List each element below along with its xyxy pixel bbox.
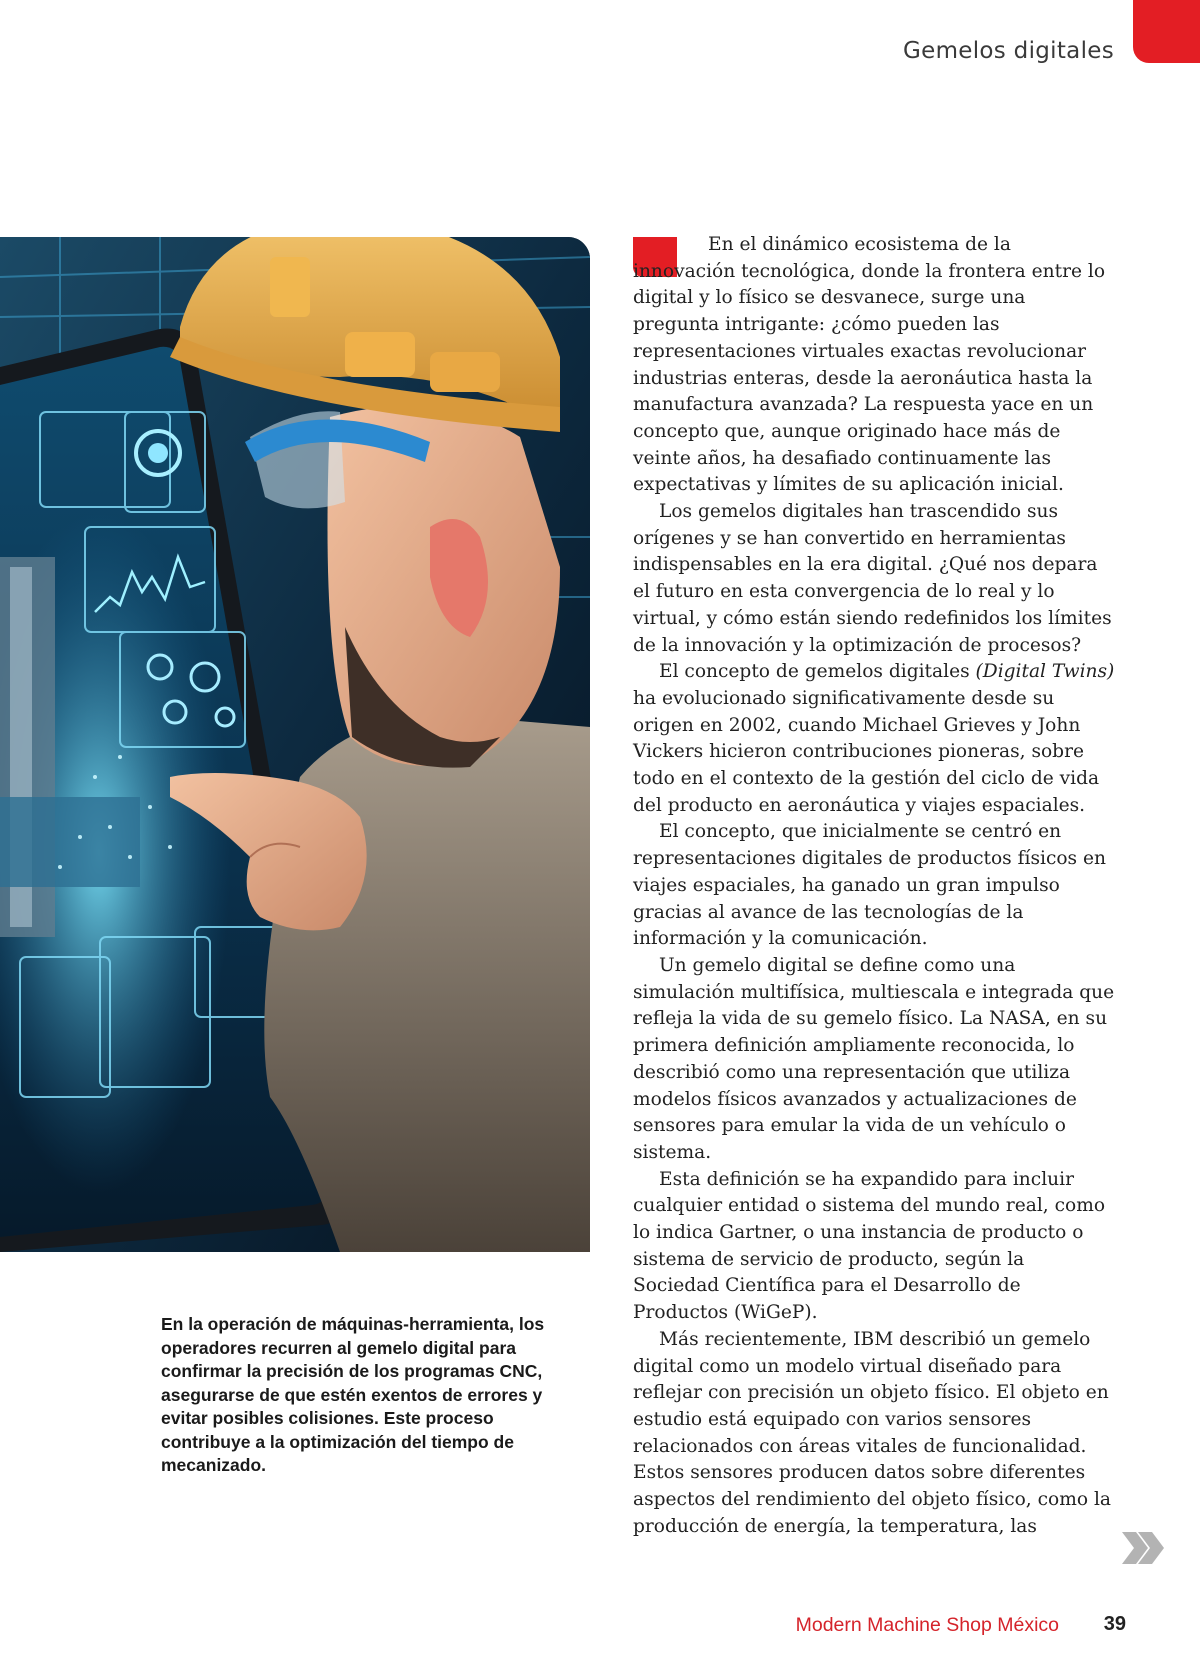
engineer-tablet-illustration-icon bbox=[0, 237, 590, 1252]
page-number: 39 bbox=[1103, 1613, 1126, 1635]
figure-caption bbox=[161, 1313, 561, 1478]
magazine-name: Modern Machine Shop México bbox=[795, 1614, 1059, 1636]
section-title: Gemelos digitales bbox=[903, 38, 1114, 64]
paragraph-text: ha evolucionado significativamente desde su origen en 2002, cuando Michael Grieves y John Vickers hicieron contribuciones pioneras, sobre todo en el contexto de la gestión del ciclo de vida del producto en aeronáutica y viajes espaciales. bbox=[633, 687, 1100, 816]
article-body bbox=[633, 232, 1116, 1540]
double-chevron-right-icon[interactable] bbox=[1120, 1528, 1166, 1568]
article-paragraph: Esta definición se ha expandido para incluir cualquier entidad o sistema del mundo real, como lo indica Gartner, o una instancia de producto o sistema de servicio de producto, según la Sociedad Científica para el Desarrollo de Productos (WiGeP). bbox=[633, 1168, 1106, 1324]
article-paragraph bbox=[633, 659, 1116, 819]
article-illustration bbox=[0, 237, 590, 1252]
paragraph-text: El concepto de gemelos digitales bbox=[659, 661, 970, 683]
article-paragraph: Un gemelo digital se define como una simulación multifísica, multiescala e integrada que refleja la vida de su gemelo físico. La NASA, en su primera definición ampliamente reconocida, lo describió como una representación que utiliza modelos físicos avanzados y actualizaciones de sensores para emular la vida de un vehículo o sistema. bbox=[633, 954, 1115, 1163]
section-tab-marker bbox=[1133, 0, 1200, 63]
article-paragraph: El concepto, que inicialmente se centró en representaciones digitales de productos físicos en viajes espaciales, ha ganado un gran impulso gracias al avance de las tecnologías de la información y la comunicación. bbox=[633, 821, 1106, 950]
article-paragraph: Más recientemente, IBM describió un gemelo digital como un modelo virtual diseñado para reflejar con precisión un objeto físico. El objeto en estudio está equipado con varios sensores relacionados con áreas vitales de funcionalidad. Estos sensores producen datos sobre diferentes aspectos del rendimiento del objeto físico, como la producción de energía, la temperatura, las bbox=[633, 1328, 1112, 1537]
article-paragraph: En el dinámico ecosistema de la innovación tecnológica, donde la frontera entre lo digital y lo físico se desvanece, surge una pregunta intrigante: ¿cómo pueden las representaciones virtuales exactas revolucionar industrias enteras, desde la aeronáutica hasta la manufactura avanzada? La respuesta yace en un concepto que, aunque originado hace más de veinte años, ha desafiado continuamente las expectativas y límites de su aplicación inicial. bbox=[633, 234, 1106, 496]
caption-text: En la operación de máquinas-herramienta, los operadores recurren al gemelo digital para confirmar la precisión de los programas CNC, asegurarse de que estén exentos de errores y evitar posibles colisiones. Este proceso contribuye a la optimización del tiempo de mecanizado. bbox=[161, 1314, 545, 1475]
italic-term: (Digital Twins) bbox=[975, 661, 1115, 683]
article-paragraph: Los gemelos digitales han trascendido sus orígenes y se han convertido en herramientas indispensables en la era digital. ¿Qué nos depara el futuro en esta convergencia de lo real y lo virtual, y cómo están siendo redefinidos los límites de la innovación y la optimización de procesos? bbox=[633, 501, 1112, 656]
